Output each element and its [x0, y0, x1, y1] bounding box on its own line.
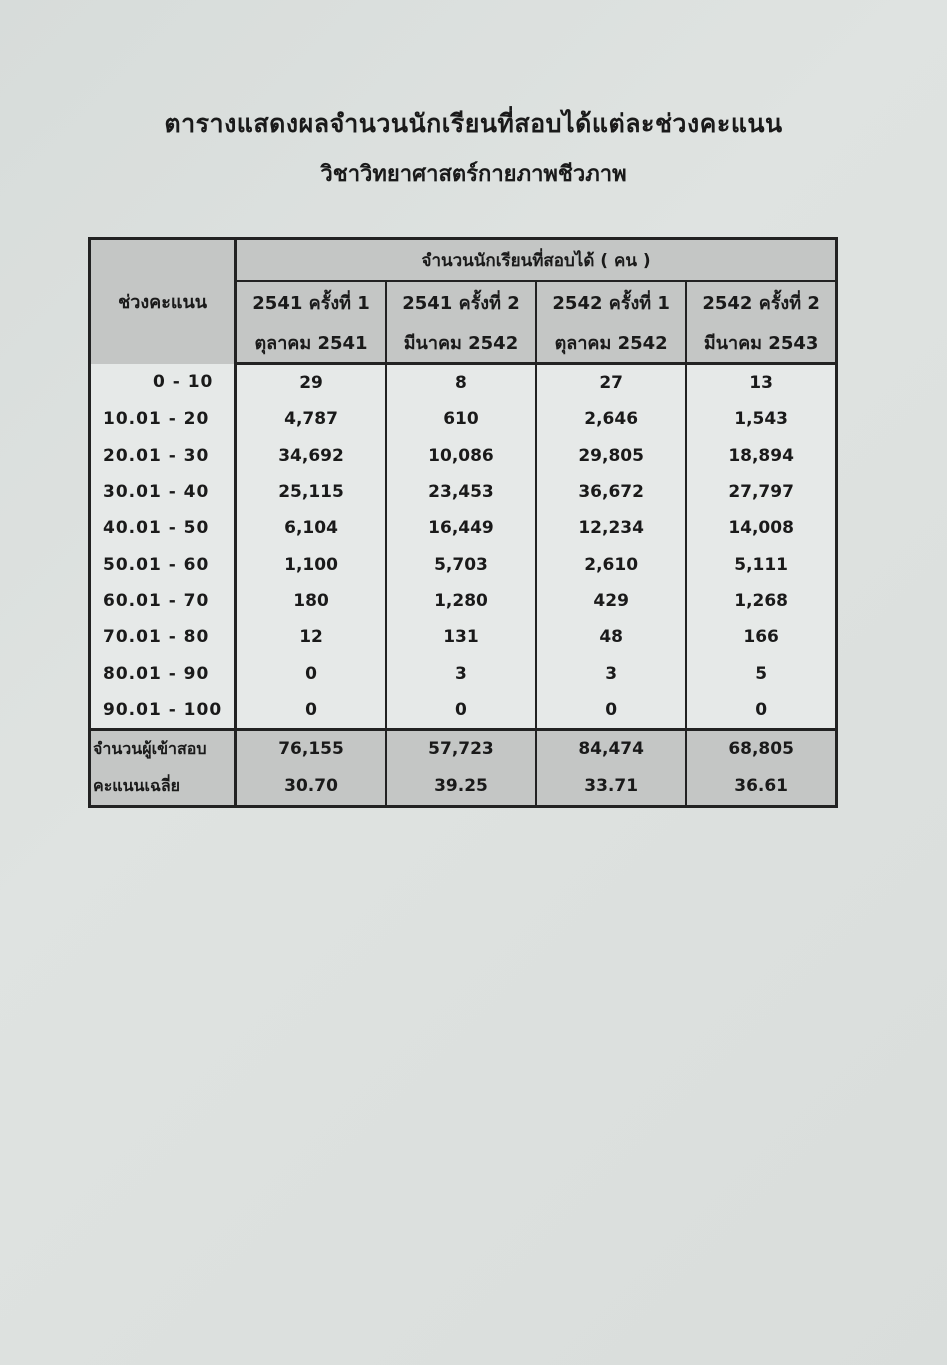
average-score-row: [90, 768, 837, 807]
count-cell: 1,100: [236, 546, 386, 582]
count-cell: 1,268: [686, 583, 836, 619]
count-cell: 180: [236, 583, 386, 619]
score-range-cell: 40.01 - 50: [90, 510, 236, 546]
count-cell: 48: [536, 619, 686, 655]
count-cell: 5,703: [386, 546, 536, 582]
count-cell: 29,805: [536, 438, 686, 474]
page-title: ตารางแสดงผลจำนวนนักเรียนที่สอบได้แต่ละช่วงคะแนน: [164, 109, 783, 138]
count-cell: 610: [386, 401, 536, 437]
table-row: [90, 510, 837, 546]
column-header-month: ตุลาคม 2541: [236, 322, 386, 364]
score-distribution-table: [88, 237, 838, 808]
count-cell: 1,280: [386, 583, 536, 619]
count-cell: 0: [686, 692, 836, 730]
column-header-round: 2541 ครั้งที่ 1: [236, 281, 386, 322]
column-header-month: มีนาคม 2543: [686, 322, 836, 364]
summary-cell: 36.61: [686, 768, 836, 807]
total-examinees-row: [90, 729, 837, 768]
table-row: [90, 401, 837, 437]
table-row: [90, 364, 837, 402]
summary-cell: 84,474: [536, 729, 686, 768]
table-row: [90, 655, 837, 691]
count-cell: 2,610: [536, 546, 686, 582]
score-range-cell: 0 - 10: [90, 364, 236, 402]
count-cell: 1,543: [686, 401, 836, 437]
score-range-cell: 50.01 - 60: [90, 546, 236, 582]
count-cell: 13: [686, 364, 836, 402]
count-cell: 4,787: [236, 401, 386, 437]
table-row: [90, 583, 837, 619]
column-header-round: 2542 ครั้งที่ 1: [536, 281, 686, 322]
count-cell: 34,692: [236, 438, 386, 474]
table-row: [90, 692, 837, 730]
summary-label: จำนวนผู้เข้าสอบ: [90, 729, 236, 768]
count-cell: 14,008: [686, 510, 836, 546]
count-cell: 5,111: [686, 546, 836, 582]
score-range-cell: 60.01 - 70: [90, 583, 236, 619]
count-cell: 29: [236, 364, 386, 402]
score-range-cell: 80.01 - 90: [90, 655, 236, 691]
table-row: [90, 546, 837, 582]
count-cell: 16,449: [386, 510, 536, 546]
count-cell: 131: [386, 619, 536, 655]
column-header-month: มีนาคม 2542: [386, 322, 536, 364]
count-cell: 8: [386, 364, 536, 402]
summary-cell: 39.25: [386, 768, 536, 807]
count-cell: 6,104: [236, 510, 386, 546]
range-column-header: ช่วงคะแนน: [118, 292, 208, 314]
score-range-cell: 70.01 - 80: [90, 619, 236, 655]
count-cell: 12,234: [536, 510, 686, 546]
column-header-round: 2541 ครั้งที่ 2: [386, 281, 536, 322]
summary-cell: 30.70: [236, 768, 386, 807]
score-range-cell: 20.01 - 30: [90, 438, 236, 474]
summary-cell: 68,805: [686, 729, 836, 768]
table-row: [90, 474, 837, 510]
count-cell: 23,453: [386, 474, 536, 510]
count-cell: 18,894: [686, 438, 836, 474]
table-row: [90, 438, 837, 474]
count-cell: 36,672: [536, 474, 686, 510]
score-range-cell: 10.01 - 20: [90, 401, 236, 437]
column-header-month: ตุลาคม 2542: [536, 322, 686, 364]
score-range-cell: 30.01 - 40: [90, 474, 236, 510]
count-cell: 12: [236, 619, 386, 655]
summary-cell: 57,723: [386, 729, 536, 768]
table-row: [90, 619, 837, 655]
summary-cell: 33.71: [536, 768, 686, 807]
count-cell: 25,115: [236, 474, 386, 510]
count-cell: 0: [236, 692, 386, 730]
count-cell: 0: [536, 692, 686, 730]
score-range-cell: 90.01 - 100: [90, 692, 236, 730]
group-column-header: จำนวนนักเรียนที่สอบได้ ( คน ): [236, 239, 837, 282]
page-subtitle: วิชาวิทยาศาสตร์กายภาพชีวภาพ: [320, 162, 627, 187]
count-cell: 0: [386, 692, 536, 730]
column-header-round: 2542 ครั้งที่ 2: [686, 281, 836, 322]
count-cell: 2,646: [536, 401, 686, 437]
count-cell: 429: [536, 583, 686, 619]
count-cell: 5: [686, 655, 836, 691]
count-cell: 27: [536, 364, 686, 402]
count-cell: 3: [386, 655, 536, 691]
count-cell: 10,086: [386, 438, 536, 474]
count-cell: 0: [236, 655, 386, 691]
summary-cell: 76,155: [236, 729, 386, 768]
summary-label: คะแนนเฉลี่ย: [90, 768, 236, 807]
count-cell: 27,797: [686, 474, 836, 510]
count-cell: 166: [686, 619, 836, 655]
count-cell: 3: [536, 655, 686, 691]
